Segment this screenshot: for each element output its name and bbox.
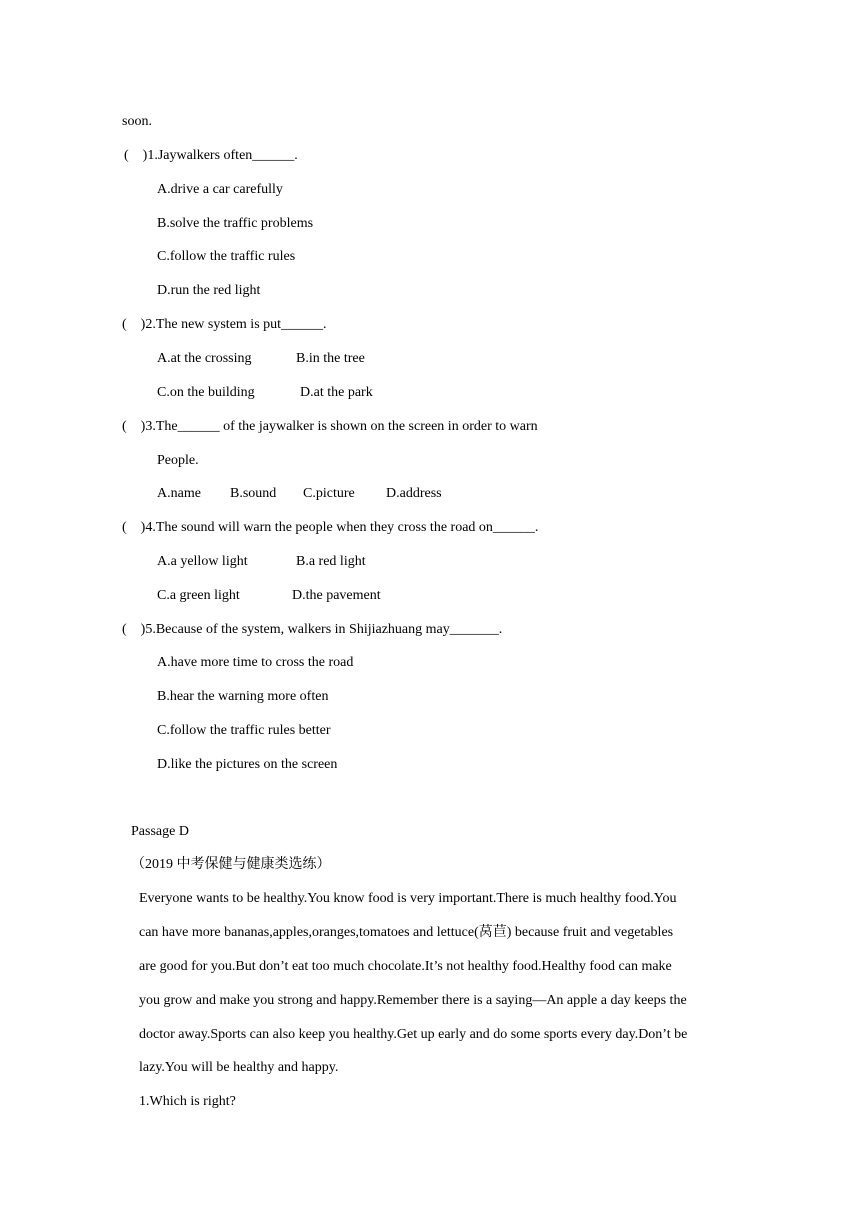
passage-d-source: （2019 中考保健与健康类选练） <box>131 857 331 872</box>
question-5-option-d: D.like the pictures on the screen <box>157 757 338 772</box>
passage-d-line-2: can have more bananas,apples,oranges,tomatoes and lettuce(莴苣) because fruit and vegetables <box>139 925 674 940</box>
question-4-option-d: D.the pavement <box>292 588 381 603</box>
passage-d-line-6: lazy.You will be healthy and happy. <box>139 1060 339 1075</box>
question-4-option-a: A.a yellow light <box>157 554 248 569</box>
question-5-option-a: A.have more time to cross the road <box>157 655 354 670</box>
question-4-option-b: B.a red light <box>296 554 366 569</box>
question-1-option-c: C.follow the traffic rules <box>157 249 296 264</box>
question-3-option-c: C.picture <box>303 486 355 501</box>
question-2-stem: ( )2.The new system is put______. <box>122 317 327 332</box>
question-2-option-b: B.in the tree <box>296 351 365 366</box>
question-1-option-d: D.run the red light <box>157 283 261 298</box>
passage-d-line-3: are good for you.But don’t eat too much chocolate.It’s not healthy food.Healthy food can make <box>139 959 672 974</box>
question-3-stem-continued: People. <box>157 453 199 468</box>
question-3-option-a: A.name <box>157 486 201 501</box>
passage-d-title: Passage D <box>131 824 189 839</box>
passage-d-line-4: you grow and make you strong and happy.Remember there is a saying—An apple a day keeps the <box>139 993 687 1008</box>
passage-d-question-1: 1.Which is right? <box>139 1094 236 1109</box>
question-5-option-b: B.hear the warning more often <box>157 689 329 704</box>
question-5-stem: ( )5.Because of the system, walkers in Shijiazhuang may_______. <box>122 622 503 637</box>
continuation-text: soon. <box>122 114 152 129</box>
passage-d-line-1: Everyone wants to be healthy.You know food is very important.There is much healthy food.You <box>139 891 677 906</box>
question-1-option-b: B.solve the traffic problems <box>157 216 314 231</box>
passage-d-line-5: doctor away.Sports can also keep you healthy.Get up early and do some sports every day.Don’t be <box>139 1027 688 1042</box>
question-1-option-a: A.drive a car carefully <box>157 182 283 197</box>
question-5-option-c: C.follow the traffic rules better <box>157 723 331 738</box>
question-3-option-d: D.address <box>386 486 442 501</box>
question-4-stem: ( )4.The sound will warn the people when they cross the road on______. <box>122 520 539 535</box>
question-3-option-b: B.sound <box>230 486 277 501</box>
question-1-stem: ( )1.Jaywalkers often______. <box>124 148 298 163</box>
question-3-stem: ( )3.The______ of the jaywalker is shown on the screen in order to warn <box>122 419 538 434</box>
question-2-option-d: D.at the park <box>300 385 373 400</box>
question-2-option-a: A.at the crossing <box>157 351 252 366</box>
question-4-option-c: C.a green light <box>157 588 240 603</box>
question-2-option-c: C.on the building <box>157 385 255 400</box>
